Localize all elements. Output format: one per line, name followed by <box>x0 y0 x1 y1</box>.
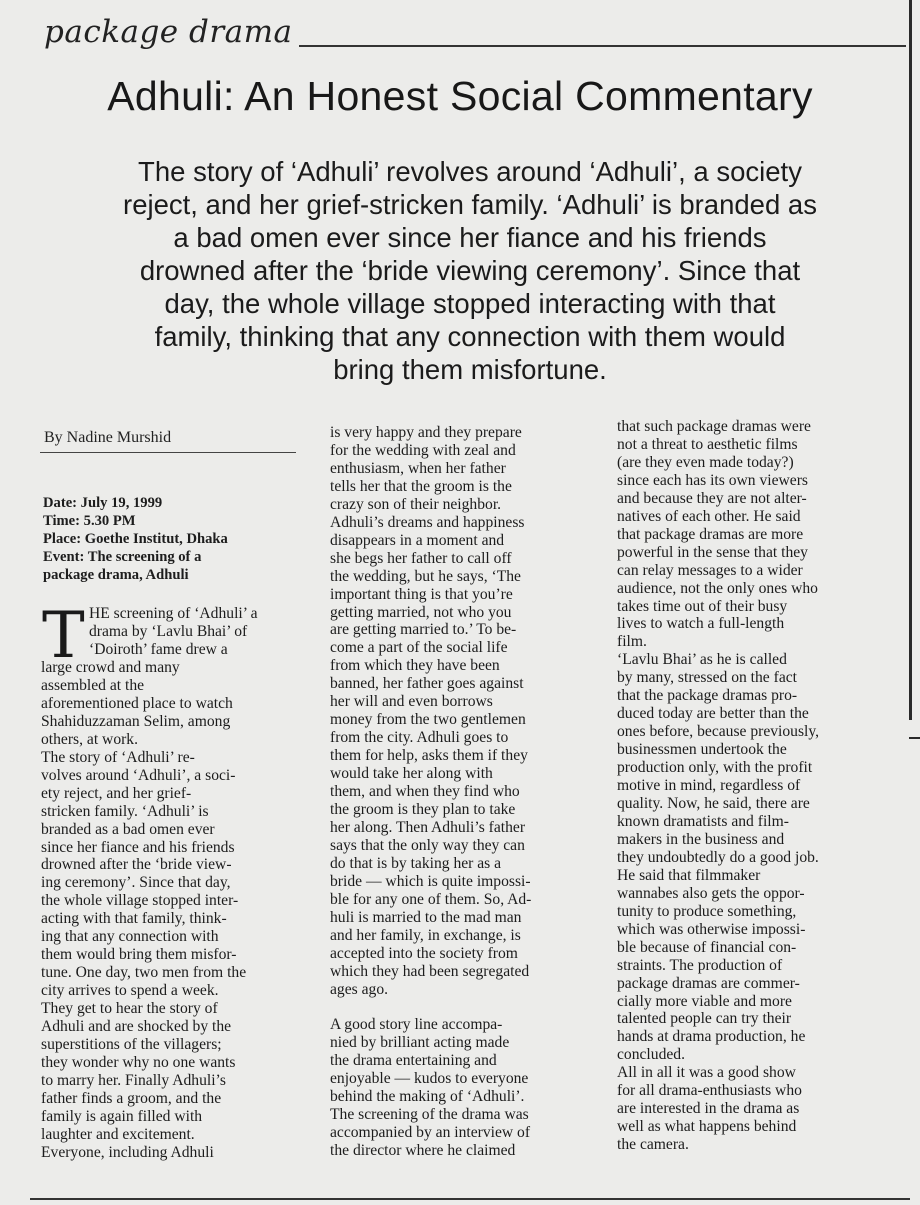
event-info-line: Time: 5.30 PM <box>43 512 136 529</box>
text-line: duced today are better than the <box>617 705 809 723</box>
text-line: drama by ‘Lavlu Bhai’ of <box>89 622 248 640</box>
text-line: crazy son of their neighbor. <box>330 495 502 513</box>
text-line: quality. Now, he said, there are <box>617 795 810 813</box>
text-line: from the city. Adhuli goes to <box>330 729 509 747</box>
text-line: straints. The production of <box>617 956 783 974</box>
text-line: can relay messages to a wider <box>617 561 803 579</box>
text-line: to marry her. Finally Adhuli’s <box>41 1071 226 1089</box>
text-line: are getting married to.’ To be- <box>330 621 517 639</box>
text-line: money from the two gentlemen <box>330 711 526 729</box>
column-1-lead <box>89 605 299 659</box>
text-line: others, at work. <box>41 730 139 748</box>
text-line: and her family, in exchange, is <box>330 926 521 944</box>
text-line: hands at drama production, he <box>617 1028 806 1046</box>
text-line: from which they have been <box>330 657 500 675</box>
text-line: important thing is that you’re <box>330 585 513 603</box>
column-rule <box>909 0 912 720</box>
text-line: Shahiduzzaman Selim, among <box>41 712 231 730</box>
text-line: talented people can try their <box>617 1010 792 1028</box>
text-line: family is again filled with <box>41 1107 203 1125</box>
drop-cap: T <box>42 599 85 673</box>
text-line: since her fiance and his friends <box>41 838 235 856</box>
text-line: volves around ‘Adhuli’, a soci- <box>41 766 236 784</box>
text-line: come a part of the social life <box>330 639 508 657</box>
text-line: well as what happens behind <box>617 1118 797 1136</box>
section-header <box>44 14 906 58</box>
text-line: bride — which is quite impossi- <box>330 872 531 890</box>
text-line: which was otherwise impossi- <box>617 920 806 938</box>
text-line: that package dramas are more <box>617 525 804 543</box>
text-line: by many, stressed on the fact <box>617 669 797 687</box>
text-line: and because they are not alter- <box>617 489 807 507</box>
text-line: for the wedding with zeal and <box>330 441 516 459</box>
text-line: disappears in a moment and <box>330 531 505 549</box>
text-line: (are they even made today?) <box>617 453 794 471</box>
text-line: production only, with the profit <box>617 759 813 777</box>
text-line: them for help, asks them if they <box>330 747 528 765</box>
text-line: film. <box>617 633 647 651</box>
text-line: for all drama-enthusiasts who <box>617 1082 802 1100</box>
text-line: ages ago. <box>330 980 389 998</box>
text-line: the wedding, but he says, ‘The <box>330 567 521 585</box>
text-line: ble for any one of them. So, Ad- <box>330 890 532 908</box>
text-line: All in all it was a good show <box>617 1064 796 1082</box>
text-line: the whole village stopped inter- <box>41 892 239 910</box>
text-line: aforementioned place to watch <box>41 694 233 712</box>
text-line: her along. Then Adhuli’s father <box>330 818 526 836</box>
text-line: city arrives to spend a week. <box>41 982 219 1000</box>
text-line: Adhuli’s dreams and happiness <box>330 513 525 531</box>
text-line: tune. One day, two men from the <box>41 964 247 982</box>
text-line: they undoubtedly do a good job. <box>617 848 819 866</box>
text-line: cially more viable and more <box>617 992 792 1010</box>
text-line: that such package dramas were <box>617 418 811 435</box>
text-line: the drama entertaining and <box>330 1052 497 1070</box>
text-line <box>330 999 602 1017</box>
text-line: ones before, because previously, <box>617 723 820 741</box>
text-line: ing ceremony’. Since that day, <box>41 874 231 892</box>
text-line: enthusiasm, when her father <box>330 459 506 477</box>
text-line: are interested in the drama as <box>617 1100 800 1118</box>
text-line: HE screening of ‘Adhuli’ a <box>89 605 258 622</box>
text-line: which they had been segregated <box>330 962 530 980</box>
text-line: them would bring them misfor- <box>41 946 237 964</box>
text-line: The screening of the drama was <box>330 1106 529 1124</box>
text-line: them, and when they find who <box>330 783 520 801</box>
deck-line: family, thinking that any connection with them would <box>154 321 786 352</box>
text-line: package dramas are commer- <box>617 974 800 992</box>
text-line: powerful in the sense that they <box>617 543 808 561</box>
text-line: The story of ‘Adhuli’ re- <box>41 748 195 766</box>
deck-line: bring them misfortune. <box>333 354 607 385</box>
text-line: He said that filmmaker <box>617 866 761 884</box>
text-line: audience, not the only ones who <box>617 579 818 597</box>
text-line: takes time out of their busy <box>617 597 788 615</box>
event-info-line: Place: Goethe Institut, Dhaka <box>43 530 228 547</box>
deck-line: day, the whole village stopped interacting with that <box>164 288 776 319</box>
text-line: ety reject, and her grief- <box>41 784 192 802</box>
text-line: nied by brilliant acting made <box>330 1034 510 1052</box>
text-line: lives to watch a full-length <box>617 615 785 633</box>
text-line: the director where he claimed <box>330 1142 516 1160</box>
bottom-rule <box>30 1198 910 1200</box>
text-line: the groom is they plan to take <box>330 801 516 819</box>
text-line: accepted into the society from <box>330 944 518 962</box>
event-info <box>43 495 228 585</box>
text-line: behind the making of ‘Adhuli’. <box>330 1088 525 1106</box>
text-line: ‘Doiroth’ fame drew a <box>89 640 228 658</box>
deck <box>40 155 900 386</box>
text-line: stricken family. ‘Adhuli’ is <box>41 802 209 820</box>
event-info-line: Event: The screening of a <box>43 548 202 565</box>
event-info-line: Date: July 19, 1999 <box>43 495 163 511</box>
text-line: that the package dramas pro- <box>617 687 798 705</box>
text-line: father finds a groom, and the <box>41 1089 222 1107</box>
column-1 <box>41 659 299 1162</box>
text-line: ble because of financial con- <box>617 938 797 956</box>
text-line: makers in the business and <box>617 830 785 848</box>
text-line: motive in mind, regardless of <box>617 777 801 795</box>
text-line: A good story line accompa- <box>330 1016 503 1034</box>
text-line: do that is by taking her as a <box>330 854 502 872</box>
text-line: accompanied by an interview of <box>330 1124 531 1142</box>
text-line: known dramatists and film- <box>617 812 789 830</box>
column-2 <box>330 424 602 1160</box>
text-line: would take her along with <box>330 765 493 783</box>
text-line: getting married, not who you <box>330 603 512 621</box>
deck-line: The story of ‘Adhuli’ revolves around ‘Adhuli’, a society <box>138 156 802 187</box>
text-line: laughter and excitement. <box>41 1125 195 1143</box>
text-line: huli is married to the mad man <box>330 908 522 926</box>
text-line: tunity to produce something, <box>617 902 797 920</box>
text-line: branded as a bad omen ever <box>41 820 215 838</box>
text-line: assembled at the <box>41 676 145 694</box>
text-line: businessmen undertook the <box>617 741 787 759</box>
column-3 <box>617 418 885 1154</box>
text-line: ing that any connection with <box>41 928 219 946</box>
text-line: they wonder why no one wants <box>41 1053 236 1071</box>
text-line: They get to hear the story of <box>41 1000 218 1018</box>
text-line: is very happy and they prepare <box>330 424 522 441</box>
text-line: not a threat to aesthetic films <box>617 435 798 453</box>
deck-line: drowned after the ‘bride viewing ceremony’. Since that <box>139 255 801 286</box>
text-line: tells her that the groom is the <box>330 477 512 495</box>
byline: By Nadine Murshid <box>44 429 172 446</box>
section-label: package drama <box>44 14 299 50</box>
text-line: acting with that family, think- <box>41 910 227 928</box>
column-rule <box>909 737 920 739</box>
text-line: ‘Lavlu Bhai’ as he is called <box>617 651 787 669</box>
text-line: superstitions of the villagers; <box>41 1036 222 1054</box>
text-line: large crowd and many <box>41 659 180 676</box>
byline-rule <box>40 452 296 453</box>
deck-line: reject, and her grief-stricken family. ‘Adhuli’ is branded as <box>123 189 817 220</box>
text-line: she begs her father to call off <box>330 549 512 567</box>
text-line: the camera. <box>617 1136 689 1154</box>
text-line: wannabes also gets the oppor- <box>617 884 805 902</box>
text-line: natives of each other. He said <box>617 507 801 525</box>
text-line: concluded. <box>617 1046 685 1064</box>
text-line: enjoyable — kudos to everyone <box>330 1070 529 1088</box>
text-line: drowned after the ‘bride view- <box>41 856 232 874</box>
text-line: her will and even borrows <box>330 693 493 711</box>
text-line: Adhuli and are shocked by the <box>41 1018 232 1036</box>
event-info-line: package drama, Adhuli <box>43 566 189 583</box>
text-line: banned, her father goes against <box>330 675 524 693</box>
headline: Adhuli: An Honest Social Commentary <box>107 73 813 119</box>
text-line: says that the only way they can <box>330 836 525 854</box>
text-line: since each has its own viewers <box>617 471 808 489</box>
deck-line: a bad omen ever since her fiance and his friends <box>173 222 767 253</box>
text-line: Everyone, including Adhuli <box>41 1143 214 1161</box>
